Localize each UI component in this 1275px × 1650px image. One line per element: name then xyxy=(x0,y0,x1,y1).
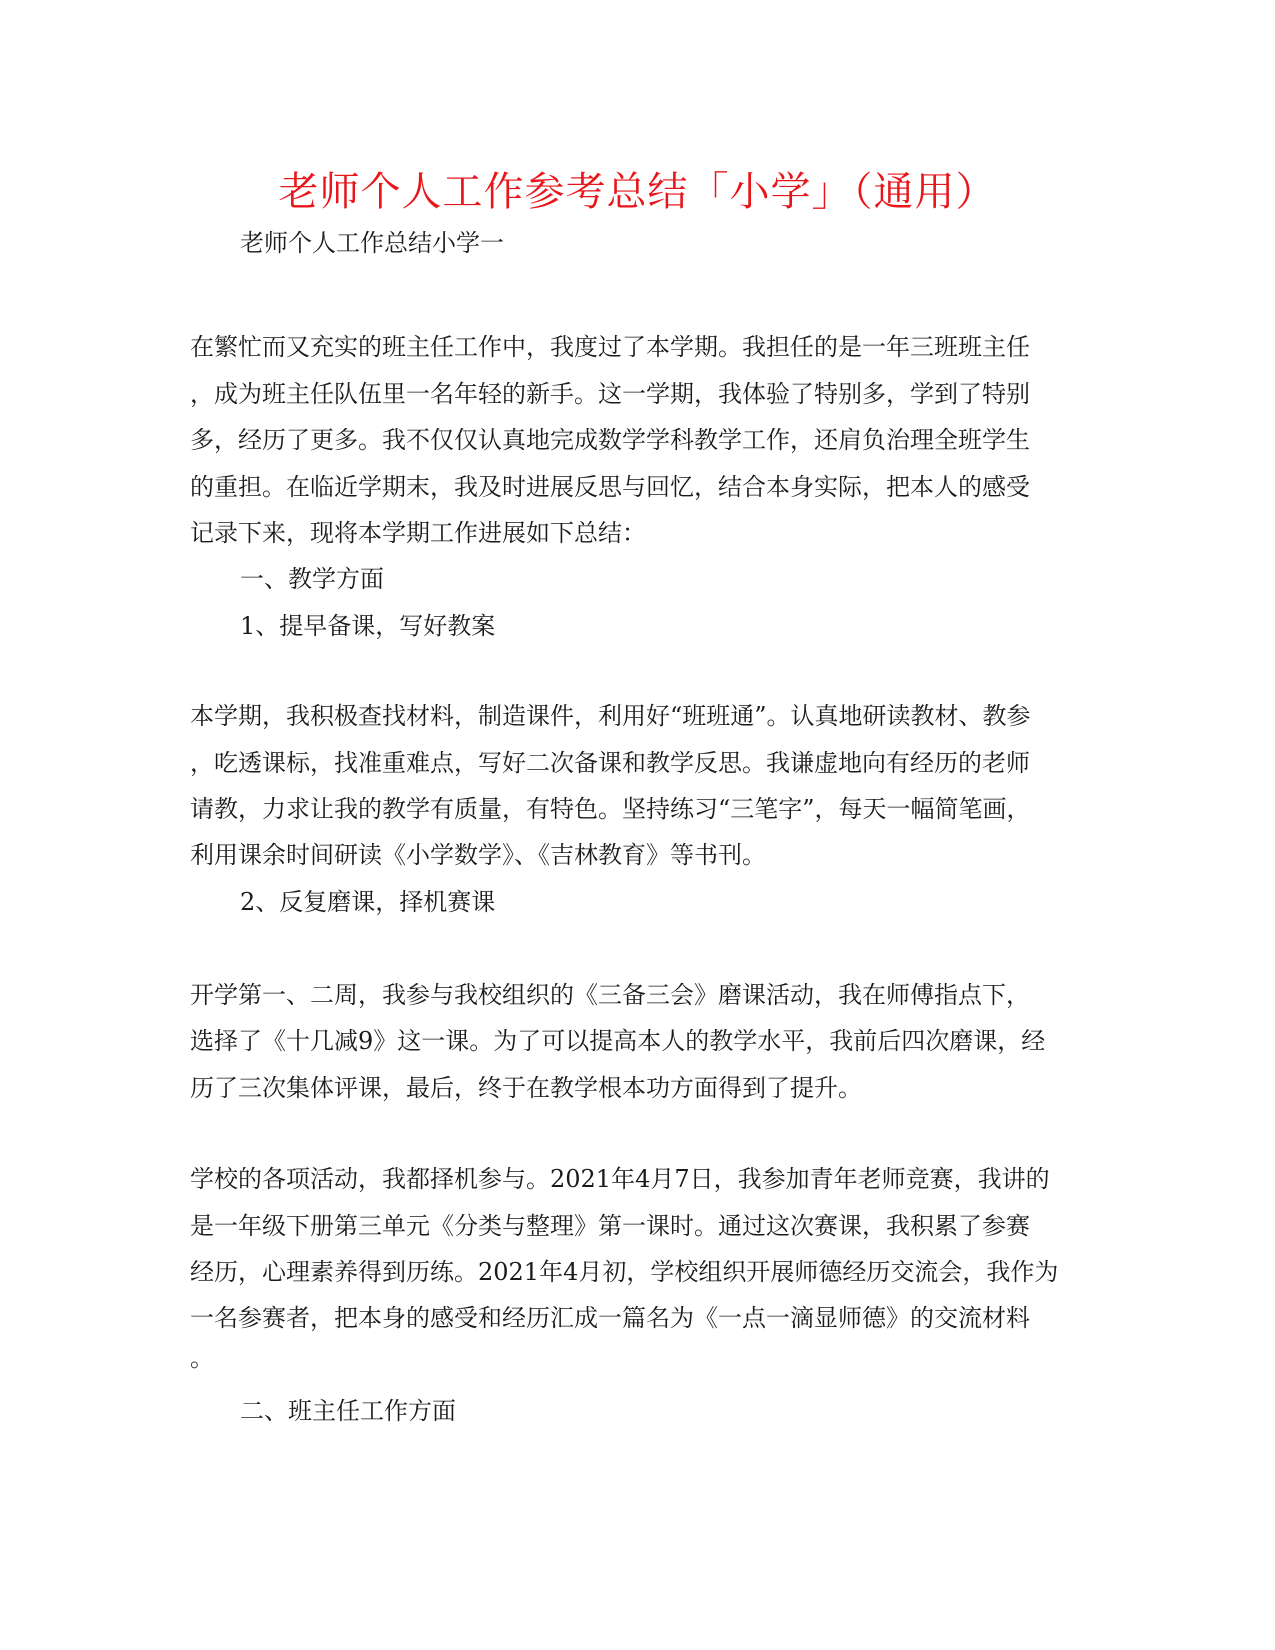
subsection-heading: 1、提早备课，写好教案 xyxy=(240,612,496,640)
paragraph-line: 在繁忙而又充实的班主任工作中，我度过了本学期。我担任的是一年三班班主任 xyxy=(190,333,1030,361)
document-title: 老师个人工作参考总结「小学」（通用） xyxy=(278,169,997,215)
paragraph-line: 学校的各项活动，我都择机参与。2021年4月7日，我参加青年老师竞赛，我讲的 xyxy=(190,1165,1050,1193)
paragraph-line: ，吃透课标，找准重难点，写好二次备课和教学反思。我谦虚地向有经历的老师 xyxy=(190,749,1030,777)
paragraph-line: 选择了《十几减9》这一课。为了可以提高本人的教学水平，我前后四次磨课，经 xyxy=(190,1027,1046,1055)
paragraph-line: 本学期，我积极查找材料，制造课件，利用好“班班通”。认真地研读教材、教参 xyxy=(190,702,1031,730)
paragraph-line: 经历，心理素养得到历练。2021年4月初，学校组织开展师德经历交流会，我作为 xyxy=(190,1258,1059,1286)
paragraph-line: 请教，力求让我的教学有质量，有特色。坚持练习“三笔字”，每天一幅简笔画， xyxy=(190,795,1031,823)
paragraph-line: ，成为班主任队伍里一名年轻的新手。这一学期，我体验了特别多，学到了特别 xyxy=(190,380,1030,408)
section-heading: 二、班主任工作方面 xyxy=(240,1397,456,1425)
paragraph-line: 一名参赛者，把本身的感受和经历汇成一篇名为《一点一滴显师德》的交流材料 xyxy=(190,1304,1030,1332)
document-subtitle: 老师个人工作总结小学一 xyxy=(240,229,504,257)
paragraph-line: 记录下来，现将本学期工作进展如下总结： xyxy=(190,519,646,547)
subsection-heading: 2、反复磨课，择机赛课 xyxy=(240,888,496,916)
paragraph-line: 利用课余时间研读《小学数学》、《吉林教育》等书刊。 xyxy=(190,841,766,869)
paragraph-line: 。 xyxy=(190,1344,214,1372)
paragraph-line: 是一年级下册第三单元《分类与整理》第一课时。通过这次赛课，我积累了参赛 xyxy=(190,1212,1030,1240)
paragraph-line: 历了三次集体评课，最后，终于在教学根本功方面得到了提升。 xyxy=(190,1074,862,1102)
paragraph-line: 的重担。在临近学期末，我及时进展反思与回忆，结合本身实际，把本人的感受 xyxy=(190,473,1030,501)
section-heading: 一、教学方面 xyxy=(240,565,384,593)
paragraph-line: 多，经历了更多。我不仅仅认真地完成数学学科教学工作，还肩负治理全班学生 xyxy=(190,426,1030,454)
paragraph-line: 开学第一、二周，我参与我校组织的《三备三会》磨课活动，我在师傅指点下， xyxy=(190,981,1030,1009)
